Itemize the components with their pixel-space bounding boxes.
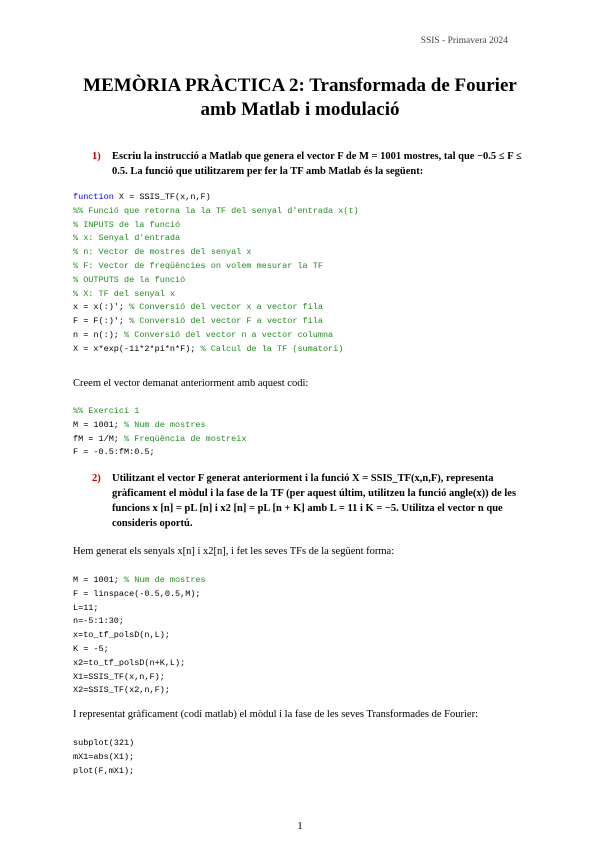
code-line: F = F(:)'; % Conversió del vector F a vector fila [73, 316, 323, 327]
page-number: 1 [297, 820, 303, 832]
code-line: F = linspace(-0.5,0.5,M); [73, 588, 201, 599]
code-comment: % OUTPUTS de la funció [73, 274, 186, 285]
code-line: X = x*exp(-1i*2*pi*n*F); % Calcul de la TF (sumatori) [73, 343, 344, 354]
question-1 [92, 149, 532, 179]
code-line: M = 1001; % Num de mostres [73, 419, 206, 430]
code-comment: % X: TF del senyal x [73, 288, 176, 299]
question-1-number: 1) [92, 151, 101, 162]
code-line: K = -5; [73, 643, 109, 654]
code-line: mX1=abs(X1); [73, 751, 135, 762]
question-2 [92, 471, 532, 531]
code-line: F = -0.5:fM:0.5; [73, 447, 155, 458]
code-comment: % x: Senyal d'entrada [73, 233, 181, 244]
document-title [0, 74, 600, 122]
paragraph-3: I representat gràficament (codi matlab) el mòdul i la fase de les seves Transformades de Fourier: [73, 709, 478, 720]
title-line-2: amb Matlab i modulació [200, 99, 400, 120]
code-comment: % n: Vector de mostres del senyal x [73, 247, 252, 258]
code-line: n=-5:1:30; [73, 616, 125, 627]
code-line: x2=to_tf_polsD(n+K,L); [73, 657, 186, 668]
code-line: function X = SSIS_TF(x,n,F) [73, 192, 211, 202]
code-line: x = x(:)'; % Conversió del vector x a vector fila [73, 302, 323, 313]
code-line: X2=SSIS_TF(x2,n,F); [73, 685, 170, 696]
page-header: SSIS - Primavera 2024 [420, 36, 508, 46]
code-line: plot(F,mX1); [73, 765, 135, 776]
code-line: X1=SSIS_TF(x,n,F); [73, 671, 165, 682]
question-1-text: Escriu la instrucció a Matlab que genera el vector F de M = 1001 mostres, tal que −0.5 ≤ F ≤ 0.5. La funció que utilitzarem per fer la TF amb Matlab és la següent: [112, 151, 522, 177]
code-line: fM = 1/M; % Freqüència de mostreix [73, 433, 247, 444]
code-comment: %% Funció que retorna la la TF del senyal d'entrada x(t) [73, 205, 359, 216]
title-line-1: MEMÒRIA PRÀCTICA 2: Transformada de Fourier [83, 75, 517, 96]
code-block-ssis-tf [73, 191, 359, 357]
code-comment: % F: Vector de freqüències on volem mesurar la TF [73, 260, 323, 271]
code-line: M = 1001; % Num de mostres [73, 575, 206, 585]
question-2-number: 2) [92, 473, 101, 484]
code-comment: % INPUTS de la funció [73, 219, 181, 230]
paragraph-1: Creem el vector demanat anteriorment amb aquest codi: [73, 378, 309, 389]
code-block-exercise-1 [73, 405, 246, 460]
code-block-signals [73, 574, 206, 698]
code-line: L=11; [73, 602, 99, 613]
code-block-plot [73, 737, 134, 778]
code-comment: %% Exercici 1 [73, 406, 140, 416]
code-line: x=to_tf_polsD(n,L); [73, 630, 170, 641]
question-2-text: Utilitzant el vector F generat anteriorment i la funció X = SSIS_TF(x,n,F), representa gràficament el mòdul i la fase de la TF (per aquest últim, utilitzeu la funció angle(x)) de les funcions x [n] = pL [n] i x2 [n] = pL [n + K] amb L = 11 i K = −5. Utilitza el vector n que consideris oportú. [112, 473, 517, 529]
paragraph-2: Hem generat els senyals x[n] i x2[n], i fet les seves TFs de la següent forma: [73, 546, 395, 557]
code-line: n = n(:); % Conversió del vector n a vector columna [73, 329, 334, 340]
code-line: subplot(321) [73, 738, 135, 748]
